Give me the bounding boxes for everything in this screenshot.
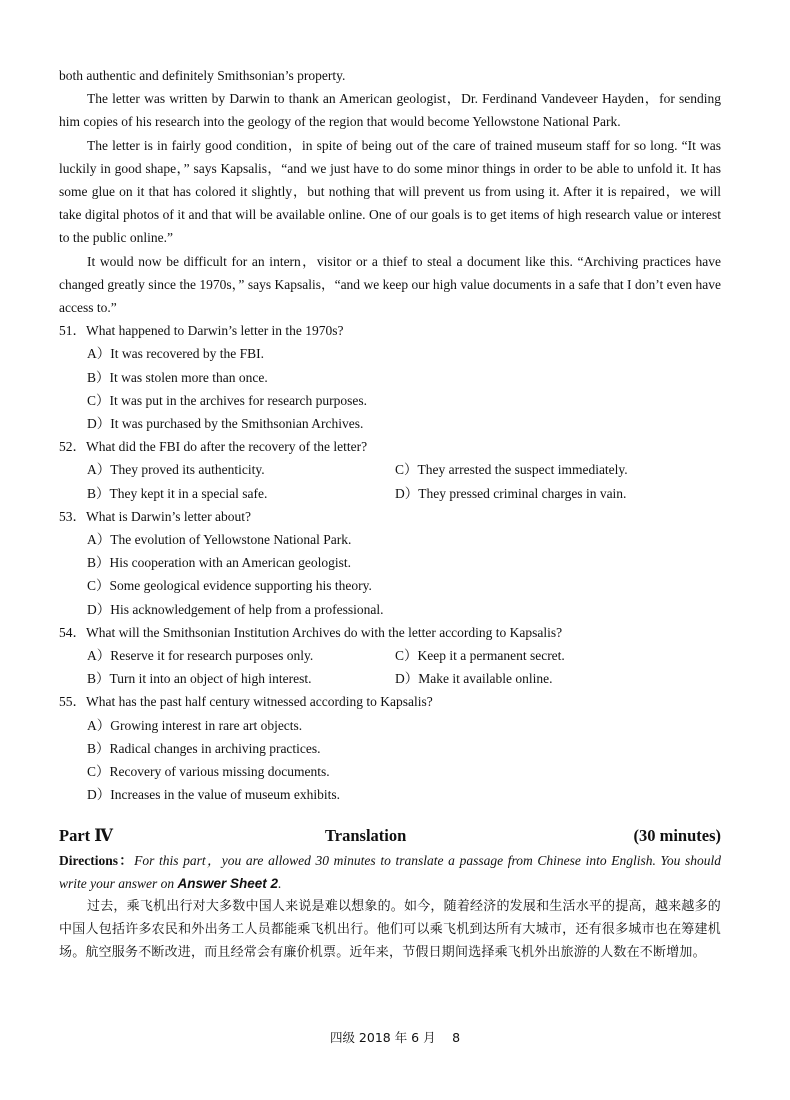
option-b: B）Turn it into an object of high interest. xyxy=(87,671,312,687)
option-a: A）The evolution of Yellowstone National Park. xyxy=(87,532,352,548)
part-time: (30 minutes) xyxy=(633,825,721,845)
directions-label: Directions： xyxy=(59,852,135,868)
option-b: B）It was stolen more than once. xyxy=(87,369,268,385)
directions xyxy=(59,849,721,895)
directions-end: . xyxy=(278,875,282,891)
option-row xyxy=(59,482,721,505)
page-footer: 四级 2018 年 6 月 8 xyxy=(329,1030,461,1045)
option-row xyxy=(59,644,721,667)
option-b: B）Radical changes in archiving practices. xyxy=(87,740,321,756)
option-c: C）Recovery of various missing documents. xyxy=(87,764,330,780)
question-55 xyxy=(59,690,721,806)
passage-paragraph: both authentic and definitely Smithsonian’s property. xyxy=(59,68,346,83)
part-title: Translation xyxy=(325,825,407,845)
question-53 xyxy=(59,505,721,621)
question-54 xyxy=(59,621,721,691)
question-52 xyxy=(59,435,721,505)
option-b: B）They kept it in a special safe. xyxy=(87,485,268,501)
directions-text: For this part，you are allowed 30 minutes to translate a passage from Chinese into English. You should write your answer on xyxy=(59,852,721,891)
option-c: C）They arrested the suspect immediately. xyxy=(395,462,628,478)
passage-paragraph: It would now be difficult for an intern，visitor or a thief to steal a document like this. “Archiving practices have changed greatly since the 1970s，” says Kapsalis，“and we keep our high value documents in a safe that I don’t even have access to.” xyxy=(59,253,721,316)
option-d: D）His acknowledgement of help from a professional. xyxy=(87,601,384,617)
option-d: D）It was purchased by the Smithsonian Archives. xyxy=(87,416,364,432)
option-c: C）Keep it a permanent secret. xyxy=(395,648,565,664)
part-label: Part Ⅳ xyxy=(59,825,113,845)
question-51 xyxy=(59,319,721,435)
question-stem: 55．What has the past half century witnessed according to Kapsalis? xyxy=(59,694,433,710)
question-stem: 52．What did the FBI do after the recovery of the letter? xyxy=(59,439,368,455)
part-heading xyxy=(59,823,721,849)
option-a: A）Reserve it for research purposes only. xyxy=(87,648,314,664)
passage-paragraph: The letter was written by Darwin to thank an American geologist，Dr. Ferdinand Vandeveer Hayden，for sending him copies of his research into the geology of the region that would become Yellowstone National Park. xyxy=(59,91,721,130)
option-row xyxy=(59,667,721,690)
option-d: D）Increases in the value of museum exhibits. xyxy=(87,787,341,803)
option-c: C）It was put in the archives for research purposes. xyxy=(87,392,368,408)
option-c: C）Some geological evidence supporting his theory. xyxy=(87,578,372,594)
option-a: A）It was recovered by the FBI. xyxy=(87,346,264,362)
question-stem: 51．What happened to Darwin’s letter in the 1970s? xyxy=(59,323,344,339)
option-a: A）They proved its authenticity. xyxy=(87,462,265,478)
passage-paragraph: The letter is in fairly good condition，in spite of being out of the care of trained museum staff for so long. “It was luckily in good shape，” says Kapsalis，“and we just have to do some minor things in order to be able to unfold it. It has some glue on it that has colored it slightly，but nothing that will prevent us from using it. After it is repaired，we will take digital photos of it and that will be available online. One of our goals is to get items of high research value or interest to the public online.” xyxy=(59,137,721,246)
option-d: D）They pressed criminal charges in vain. xyxy=(395,485,627,501)
option-row xyxy=(59,458,721,481)
option-a: A）Growing interest in rare art objects. xyxy=(87,717,303,733)
chinese-passage: 过去，乘飞机出行对大多数中国人来说是难以想象的。如今，随着经济的发展和生活水平的提高，越来越多的中国人包括许多农民和外出务工人员都能乘飞机出行。他们可以乘飞机到达所有大城市，还有很多城市也在筹建机场。航空服务不断改进，而且经常会有廉价机票。近年来，节假日期间选择乘飞机外出旅游的人数在不断增加。 xyxy=(59,898,721,960)
question-stem: 54．What will the Smithsonian Institution Archives do with the letter according to Kapsalis? xyxy=(59,624,563,640)
exam-page xyxy=(59,64,721,964)
answer-sheet-label: Answer Sheet 2 xyxy=(177,875,279,891)
option-d: D）Make it available online. xyxy=(395,671,553,687)
question-stem: 53．What is Darwin’s letter about? xyxy=(59,508,251,524)
option-b: B）His cooperation with an American geologist. xyxy=(87,555,351,571)
